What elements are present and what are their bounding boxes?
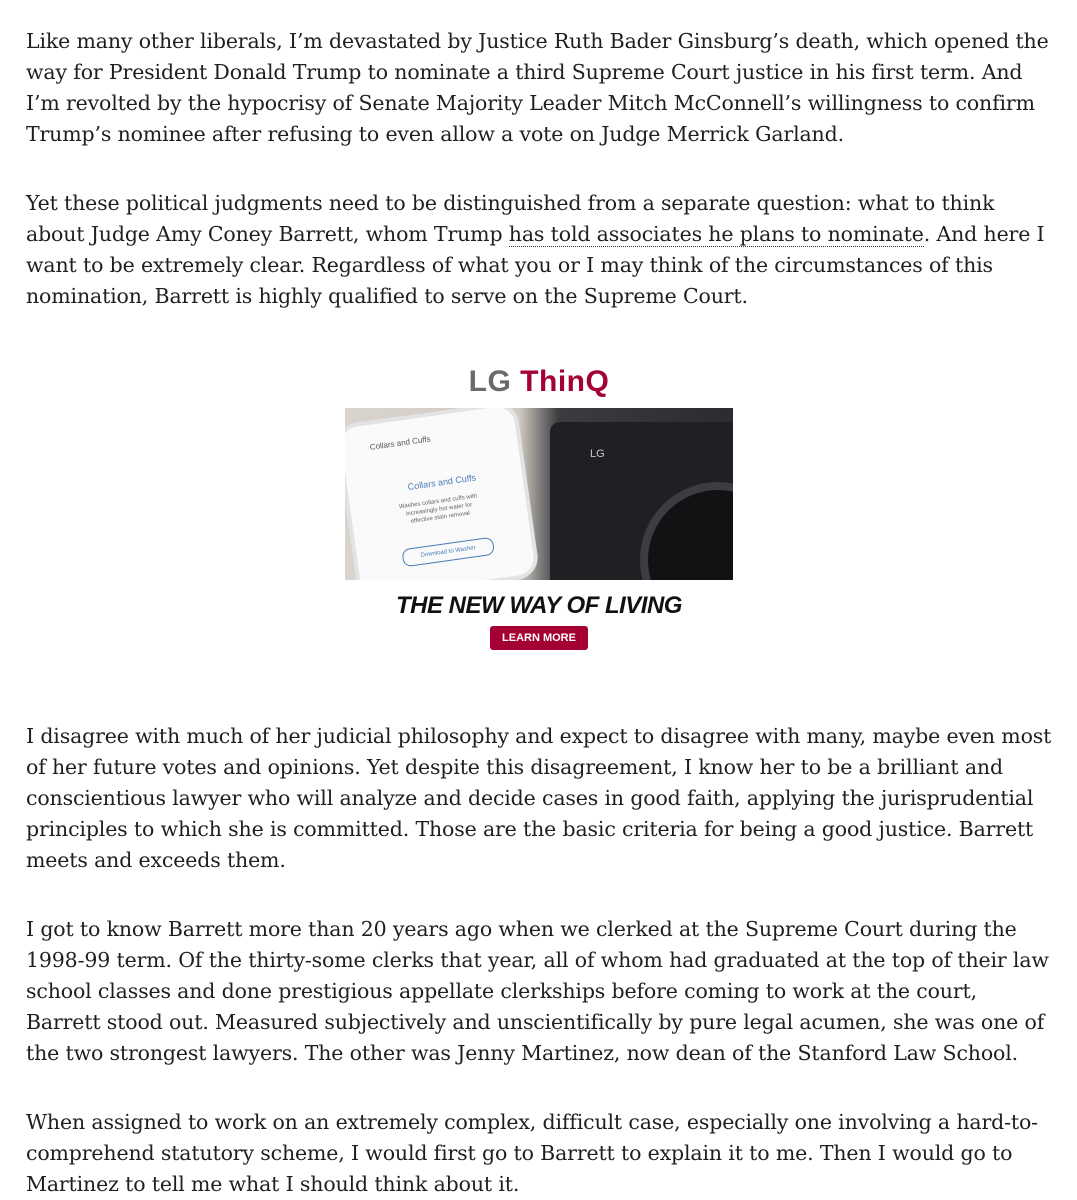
paragraph-1: Like many other liberals, I’m devastated by Justice Ruth Bader Ginsburg’s death, which opened the way for President Donald Trump to nominate a third Supreme Court justice in his first term. And I’m revolted by the hypocrisy of Senate Majority Leader Mitch McConnell’s willingness to confirm Trump’s nominee after refusing to even allow a vote on Judge Merrick Garland. xyxy=(26,29,1049,146)
washer-image xyxy=(550,422,733,580)
phone-screen-description: Washes collars and cuffs with increasingly hot water for effective stain removal xyxy=(398,493,478,525)
nomination-link[interactable]: has told associates he plans to nominate xyxy=(508,222,924,246)
paragraph-4: I got to know Barrett more than 20 years ago when we clerked at the Supreme Court during the 1998-99 term. Of the thirty-some clerks that year, all of whom had graduated at the top of their law school classes and done prestigious appellate clerkships before coming to work at the court, Barrett stood out. Measured subjectively and unscientifically by pure legal acumen, she was one of the two strongest lawyers. The other was Jenny Martinez, now dean of the Stanford Law School. xyxy=(26,917,1049,1065)
phone-image xyxy=(345,408,536,580)
learn-more-button[interactable]: LEARN MORE xyxy=(490,626,588,650)
washer-door xyxy=(640,482,733,580)
washer-logo: LG xyxy=(590,448,605,460)
logo-thinq-text: ThinQ xyxy=(520,365,610,398)
paragraph-2-text-a: Yet these political judgments need to be distinguished from a separate question: what to think about Judge Amy Coney Barrett, whom Trump xyxy=(26,191,995,246)
advertisement[interactable] xyxy=(345,362,733,662)
logo-lg-text: LG xyxy=(468,365,512,398)
lg-thinq-logo xyxy=(345,362,733,402)
ad-headline: THE NEW WAY OF LIVING xyxy=(396,592,682,619)
paragraph-2-text-b: . And here I want to be extremely clear. Regardless of what you or I may think of the circumstances of this nomination, Barrett is highly qualified to serve on the Supreme Court. xyxy=(26,222,1045,308)
phone-screen-title: Collars and Cuffs xyxy=(369,434,432,452)
paragraph-5: When assigned to work on an extremely complex, difficult case, especially one involving a hard-to-comprehend statutory scheme, I would first go to Barrett to explain it to me. Then I would go to Martinez to tell me what I should think about it. xyxy=(26,1110,1038,1196)
paragraph-2 xyxy=(26,188,1056,312)
paragraph-3: I disagree with much of her judicial philosophy and expect to disagree with many, maybe even most of her future votes and opinions. Yet despite this disagreement, I know her to be a brilliant and conscientious lawyer who will analyze and decide cases in good faith, applying the jurisprudential principles to which she is committed. Those are the basic criteria for being a good justice. Barrett meets and exceeds them. xyxy=(26,724,1052,872)
phone-screen-heading: Collars and Cuffs xyxy=(407,472,477,492)
phone-screen-button: Download to Washer xyxy=(401,537,495,568)
ad-product-image[interactable] xyxy=(345,408,733,580)
